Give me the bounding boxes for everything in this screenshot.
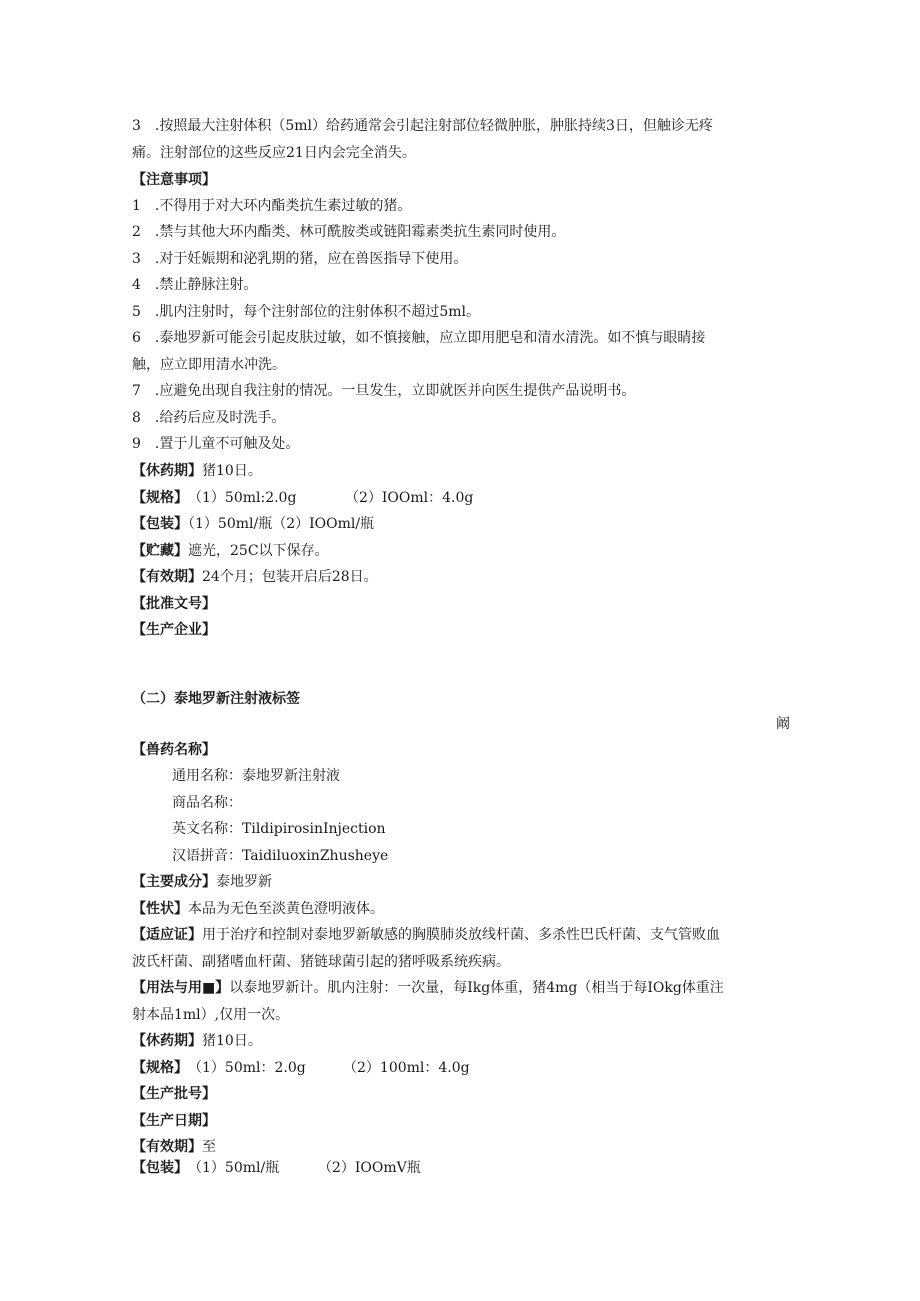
indication-value-line1: 用于治疗和控制对泰地罗新敏感的胸膜肺炎放线杆菌、多杀性巴氏杆菌、支气管败血 bbox=[202, 927, 720, 943]
dosage-row bbox=[132, 978, 724, 998]
package-row bbox=[132, 514, 374, 534]
properties-heading: 【性状】 bbox=[132, 901, 188, 917]
trade-name: 商品名称： bbox=[172, 795, 242, 811]
validity-row bbox=[132, 567, 378, 587]
package-heading: 【包装】 bbox=[132, 1160, 188, 1176]
precautions-heading: 【注意事项】 bbox=[132, 172, 216, 188]
validity-heading: 【有效期】 bbox=[132, 1139, 202, 1155]
section-title: （二）泰地罗新注射液标签 bbox=[132, 691, 300, 707]
production-date-heading: 【生产日期】 bbox=[132, 1113, 216, 1129]
storage-heading: 【贮藏】 bbox=[132, 543, 188, 559]
package-value-2: （2）IOOmV瓶 bbox=[318, 1160, 421, 1176]
precaution-item: 5 .肌内注射时，每个注射部位的注射体积不超过5ml。 bbox=[132, 304, 481, 320]
precaution-item: 2 .禁与其他大环内酯类、林可酰胺类或链阳霉素类抗生素同时使用。 bbox=[132, 224, 566, 240]
spec-row bbox=[132, 488, 473, 508]
package-value-1: （1）50ml/瓶 bbox=[188, 1160, 280, 1176]
corner-mark: 阚 bbox=[776, 716, 790, 732]
spec-row bbox=[132, 1058, 470, 1078]
pinyin-name: 汉语拼音：TaidiluoxinZhusheye bbox=[172, 848, 389, 864]
withdrawal-row bbox=[132, 1031, 262, 1051]
ingredient-heading: 【主要成分】 bbox=[132, 874, 216, 890]
dosage-heading: 【用法与用■】 bbox=[132, 980, 230, 996]
ingredient-value: 泰地罗新 bbox=[216, 874, 272, 890]
validity-row bbox=[132, 1137, 216, 1157]
english-name: 英文名称：TildipirosinInjection bbox=[172, 821, 386, 837]
validity-heading: 【有效期】 bbox=[132, 569, 202, 585]
spec-value-1: （1）50ml:2.0g bbox=[188, 490, 297, 506]
manufacturer-heading: 【生产企业】 bbox=[132, 622, 216, 638]
withdrawal-value: 猪10日。 bbox=[202, 463, 262, 479]
spec-value-2: （2）100ml：4.0g bbox=[343, 1060, 470, 1076]
withdrawal-heading: 【休药期】 bbox=[132, 1033, 202, 1049]
precaution-item: 4 .禁止静脉注射。 bbox=[132, 277, 258, 293]
validity-value: 24个月；包装开启后28日。 bbox=[202, 569, 378, 585]
drug-name-heading: 【兽药名称】 bbox=[132, 742, 216, 758]
properties-row bbox=[132, 899, 384, 919]
precaution-item-6-line1: 6 .泰地罗新可能会引起皮肤过敏，如不慎接触，应立即用肥皂和清水清洗。如不慎与眼睛接 bbox=[132, 330, 706, 346]
spec-value-2: （2）IOOml：4.0g bbox=[345, 490, 474, 506]
spec-value-1: （1）50ml：2.0g bbox=[188, 1060, 306, 1076]
dosage-value-line2: 射本品1ml）,仅用一次。 bbox=[132, 1007, 290, 1023]
indication-value-line2: 波氏杆菌、副猪嗜血杆菌、猪链球菌引起的猪呼吸系统疾病。 bbox=[132, 954, 510, 970]
batch-number-heading: 【生产批号】 bbox=[132, 1086, 216, 1102]
withdrawal-value: 猪10日。 bbox=[202, 1033, 262, 1049]
properties-value: 本品为无色至淡黄色澄明液体。 bbox=[188, 901, 384, 917]
spec-heading: 【规格】 bbox=[132, 490, 188, 506]
indication-heading: 【适应证】 bbox=[132, 927, 202, 943]
precaution-item: 3 .对于妊娠期和泌乳期的猪，应在兽医指导下使用。 bbox=[132, 251, 468, 267]
validity-value: 至 bbox=[202, 1139, 216, 1155]
withdrawal-row bbox=[132, 461, 262, 481]
adverse-item-3-line1: 3 .按照最大注射体积（5ml）给药通常会引起注射部位轻微肿胀，肿胀持续3日，但触诊无疼 bbox=[132, 118, 713, 134]
precaution-item: 9 .置于儿童不可触及处。 bbox=[132, 436, 300, 452]
spec-heading: 【规格】 bbox=[132, 1060, 188, 1076]
indication-row bbox=[132, 925, 720, 945]
adverse-item-3-line2: 痛。注射部位的这些反应21日内会完全消失。 bbox=[132, 145, 416, 161]
ingredient-row bbox=[132, 872, 272, 892]
dosage-value-line1: 以泰地罗新计。肌内注射：一次量，每Ikg体重，猪4mg（相当于每IOkg体重注 bbox=[229, 980, 724, 996]
package-heading: 【包装】 bbox=[132, 516, 188, 532]
withdrawal-heading: 【休药期】 bbox=[132, 463, 202, 479]
storage-row bbox=[132, 541, 329, 561]
package-row bbox=[132, 1158, 421, 1178]
package-value: （1）50ml/瓶（2）IOOml/瓶 bbox=[188, 516, 375, 532]
precaution-item: 1 .不得用于对大环内酯类抗生素过敏的猪。 bbox=[132, 198, 412, 214]
storage-value: 遮光，25C以下保存。 bbox=[188, 543, 329, 559]
approval-number-heading: 【批准文号】 bbox=[132, 596, 216, 612]
generic-name: 通用名称：泰地罗新注射液 bbox=[172, 768, 340, 784]
precaution-item: 7 .应避免出现自我注射的情况。一旦发生，立即就医并向医生提供产品说明书。 bbox=[132, 383, 636, 399]
precaution-item: 8 .给药后应及时洗手。 bbox=[132, 410, 286, 426]
precaution-item-6-line2: 触，应立即用清水冲洗。 bbox=[132, 357, 286, 373]
